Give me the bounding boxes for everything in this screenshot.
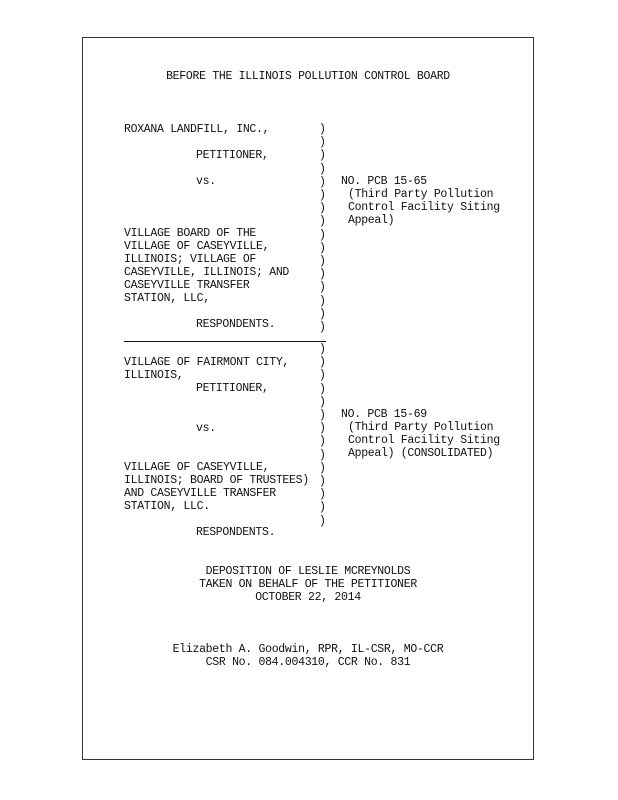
case-divider-rule [124,341,326,342]
case1-respondent-line6: STATION, LLC, [124,292,210,305]
case1-respondent-role: RESPONDENTS. [196,318,276,331]
case2-petitioner-line1: VILLAGE OF FAIRMONT CITY, [124,356,290,369]
case1-respondent-line2: VILLAGE OF CASEYVILLE, [124,240,270,253]
deposition-subtitle: TAKEN ON BEHALF OF THE PETITIONER [199,578,417,591]
case1-paren-column: ) ) ) ) ) ) ) ) ) ) ) ) ) ) ) ) [319,123,326,335]
case1-description-line3: Appeal) [348,214,395,227]
case1-versus: vs. [196,175,216,188]
case1-respondent-line5: CASEYVILLE TRANSFER [124,279,250,292]
board-title: BEFORE THE ILLINOIS POLLUTION CONTROL BOARD [166,70,450,83]
case2-respondent-line4: STATION, LLC. [124,500,210,513]
case2-description-line2: Control Facility Siting [348,434,500,447]
case2-versus: vs. [196,422,216,435]
case2-respondent-line1: VILLAGE OF CASEYVILLE, [124,461,270,474]
case1-description-line2: Control Facility Siting [348,201,500,214]
case2-respondent-role: RESPONDENTS. [196,526,276,539]
case1-petitioner-role: PETITIONER, [196,149,269,162]
case1-respondent-line3: ILLINOIS; VILLAGE OF [124,253,257,266]
case2-petitioner-role: PETITIONER, [196,382,269,395]
case1-petitioner-name: ROXANA LANDFILL, INC., [124,123,270,136]
case2-petitioner-line2: ILLINOIS, [124,369,184,382]
case1-description-line1: (Third Party Pollution [348,188,494,201]
case2-respondent-line2: ILLINOIS; BOARD OF TRUSTEES) [124,474,309,487]
case1-docket-number: NO. PCB 15-65 [341,175,427,188]
case2-docket-number: NO. PCB 15-69 [341,408,427,421]
reporter-name: Elizabeth A. Goodwin, RPR, IL-CSR, MO-CCR [172,643,444,656]
case2-paren-column: ) ) ) ) ) ) ) ) ) ) ) ) ) ) [319,343,326,528]
case2-respondent-line3: AND CASEYVILLE TRANSFER [124,487,276,500]
case1-respondent-line4: CASEYVILLE, ILLINOIS; AND [124,266,290,279]
case1-respondent-line1: VILLAGE BOARD OF THE [124,227,257,240]
deposition-title: DEPOSITION OF LESLIE MCREYNOLDS [205,565,411,578]
case2-description-line3: Appeal) (CONSOLIDATED) [348,447,494,460]
reporter-license: CSR No. 084.004310, CCR No. 831 [205,656,411,669]
deposition-date: OCTOBER 22, 2014 [255,591,361,604]
case2-description-line1: (Third Party Pollution [348,421,494,434]
